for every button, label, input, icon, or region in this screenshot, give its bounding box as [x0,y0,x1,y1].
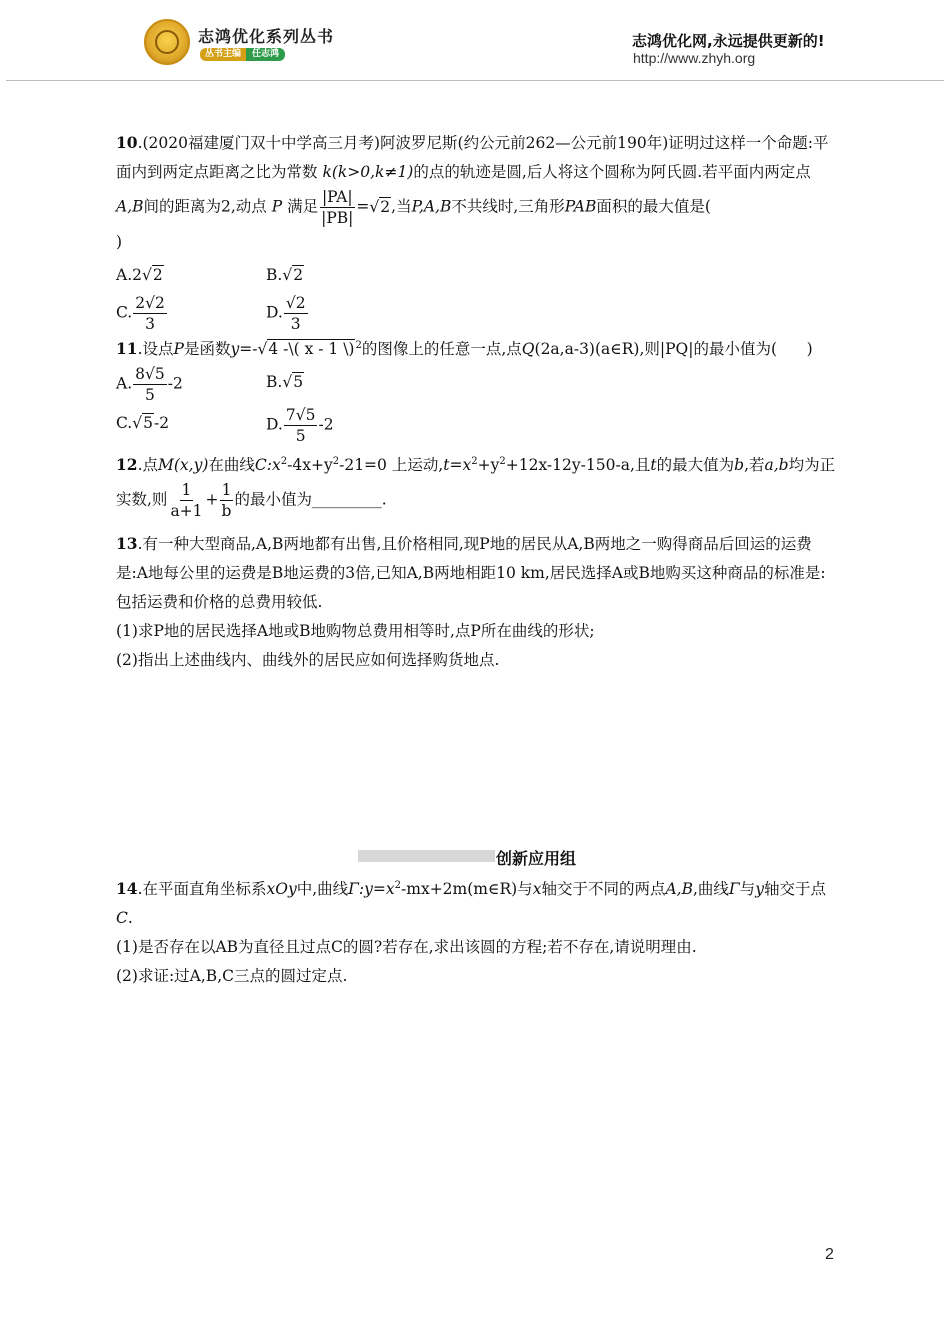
series-title: 志鸿优化系列丛书 [198,27,335,46]
series-logo [144,19,190,65]
math-inline: k(k>0,k≠1) [322,163,414,181]
question-text: .点 [137,456,159,474]
question-11 [116,334,836,364]
question-number: 12 [116,455,138,474]
question-text: . [127,909,133,927]
math-inline: b [734,456,745,474]
options-row [116,405,836,446]
questions-innovation [116,874,836,991]
question-text: 的点的轨迹是圆,后人将这个圆称为阿氏圆.若平面内两定点 [413,163,811,181]
radicand: 2 [380,197,391,216]
math-inline: P [271,197,283,216]
option-d[interactable]: D. $\frac{√2}{3}$ [266,294,306,333]
math-inline: Γ:y=x [348,880,395,898]
math-inline: C [116,909,128,927]
question-12 [116,450,836,521]
superscript: 2 [355,340,362,351]
question-paren: ) [806,340,813,358]
question-source: .(2020福建厦门双十中学高三月考) [137,134,381,152]
fraction [319,187,355,228]
math-inline: + [205,490,219,509]
page-number: 2 [825,1246,834,1263]
question-10 [116,128,836,228]
question-text: 轴交于不同的两点 [541,880,666,898]
question-text: 的最小值为_________. [234,490,387,509]
math-inline: y [755,880,764,898]
math-inline: y [230,340,240,358]
math-inline: C:x [254,456,281,474]
question-text: -21=0 上运动, [339,456,444,474]
question-text: 与 [739,880,756,898]
options-row [116,257,836,293]
question-text: 均为正实数,则 [116,456,836,509]
math-inline: +y [477,456,500,474]
question-text: 间的距离为2,动点 [143,197,267,216]
question-text: .设点 [137,340,174,358]
math-inline: A,B [665,880,693,898]
question-text: 面积的最大值是( [596,197,711,216]
question-text: 满足 [287,197,319,216]
option-b[interactable]: B.√2 [266,266,304,284]
math-inline: P,A,B [411,197,452,216]
question-13 [116,529,836,617]
question-text: ,当 [391,197,412,216]
option-b[interactable]: B.√5 [266,373,304,391]
math-inline: =- [239,340,258,358]
superscript: 2 [394,880,402,891]
question-text: 中,曲线 [296,880,349,898]
question-text: 轴交于点 [763,880,826,898]
header-slogan: 志鸿优化网,永远提供更新的! [632,32,825,50]
header-divider [6,80,944,81]
option-d[interactable]: D. $\frac{7√5}{5}$ -2 [266,406,334,445]
editor-name: 任志鸿 [246,48,285,61]
superscript: 2 [332,456,340,467]
fraction: $\frac{1}{b}$ [221,481,232,520]
question-text: 在曲线 [208,456,255,474]
option-a[interactable]: A. $\frac{8√5}{5}$ -2 [116,365,183,404]
sqrt: √2 [369,197,391,216]
radicand: 4 -\( x - 1 \) [268,340,355,358]
question-13-sub2: (2)指出上述曲线内、曲线外的居民应如何选择购货地点. [116,651,500,669]
option-c[interactable]: C. $\frac{2√2}{3}$ [116,294,165,333]
math-inline: x [532,880,542,898]
question-13-sub1: (1)求P地的居民选择A地或B地购物总费用相等时,点P所在曲线的形状; [116,622,595,640]
math-inline: t=x [443,456,472,474]
question-text: .在平面直角坐标系 [137,880,267,898]
math-inline: P [173,340,184,358]
math-inline: a,b [764,456,789,474]
math-inline: Q [521,340,535,358]
question-text: ,若 [744,456,765,474]
question-text: 阿波罗尼斯(约公元前262—公元前190年)证明过这样一个命题:平面内到两定点距离之比为常数 [116,134,829,181]
question-text: 的最大值为 [656,456,735,474]
question-text: .有一种大型商品,A,B两地都有出售,且价格相同,现P地的居民从A,B两地之一购得商品后回运的运费是:A地每公里的运费是B地运费的3倍,已知A,B两地相距10 km,居民选择A或B地购买这种商品的标准是:包括运费和价格的总费用较低. [116,535,826,611]
math-inline: M(x,y) [158,456,209,474]
math-inline: -4x+y [287,456,333,474]
math-inline: +12x-12y-150-a [505,456,630,474]
question-number: 10 [116,133,138,152]
page-header [0,0,950,82]
question-paren: ) [116,233,123,251]
editor-label: 丛书主编 [200,48,246,61]
question-text: ,曲线 [692,880,729,898]
section-bar [358,850,495,862]
question-14 [116,874,836,933]
question-number: 14 [116,879,138,898]
fraction: $\frac{1}{a+1}$ [170,481,203,520]
question-text: 的图像上的任意一点,点 [361,340,522,358]
questions-main [116,128,836,675]
superscript: 2 [280,456,288,467]
question-text: ,且 [629,456,651,474]
options-row [116,293,836,334]
options-row [116,364,836,405]
question-14-sub1: (1)是否存在以AB为直径且过点C的圆?若存在,求出该圆的方程;若不存在,请说明理由. [116,938,697,956]
math-inline: A,B [116,197,144,216]
superscript: 2 [471,456,478,467]
question-14-sub2: (2)求证:过A,B,C三点的圆过定点. [116,967,348,985]
math-inline: PAB [564,197,597,216]
editor-badge [200,48,285,61]
question-number: 13 [116,534,138,553]
fraction-denominator: |PB| [321,209,354,227]
math-inline: Γ [728,880,740,898]
fraction-numerator: |PA| [321,188,353,206]
math-inline: = [356,197,370,216]
question-text: (2a,a-3)(a∈R),则|PQ|的最小值为( [534,340,778,358]
question-number: 11 [116,339,138,358]
question-text: 是函数 [183,340,231,358]
section-title: 创新应用组 [496,849,577,868]
math-inline: -mx+2m(m∈R)与 [401,880,533,898]
section-heading [358,846,838,868]
superscript: 2 [499,456,506,467]
math-inline: xOy [266,880,297,898]
math-inline: t [650,456,657,474]
question-text: 不共线时,三角形 [451,197,565,216]
header-url[interactable]: http://www.zhyh.org [633,50,756,66]
option-a[interactable]: A.2√2 [116,266,163,284]
sqrt: √4 -\( x - 1 \) [257,340,355,358]
option-c[interactable]: C.√5-2 [116,414,170,432]
